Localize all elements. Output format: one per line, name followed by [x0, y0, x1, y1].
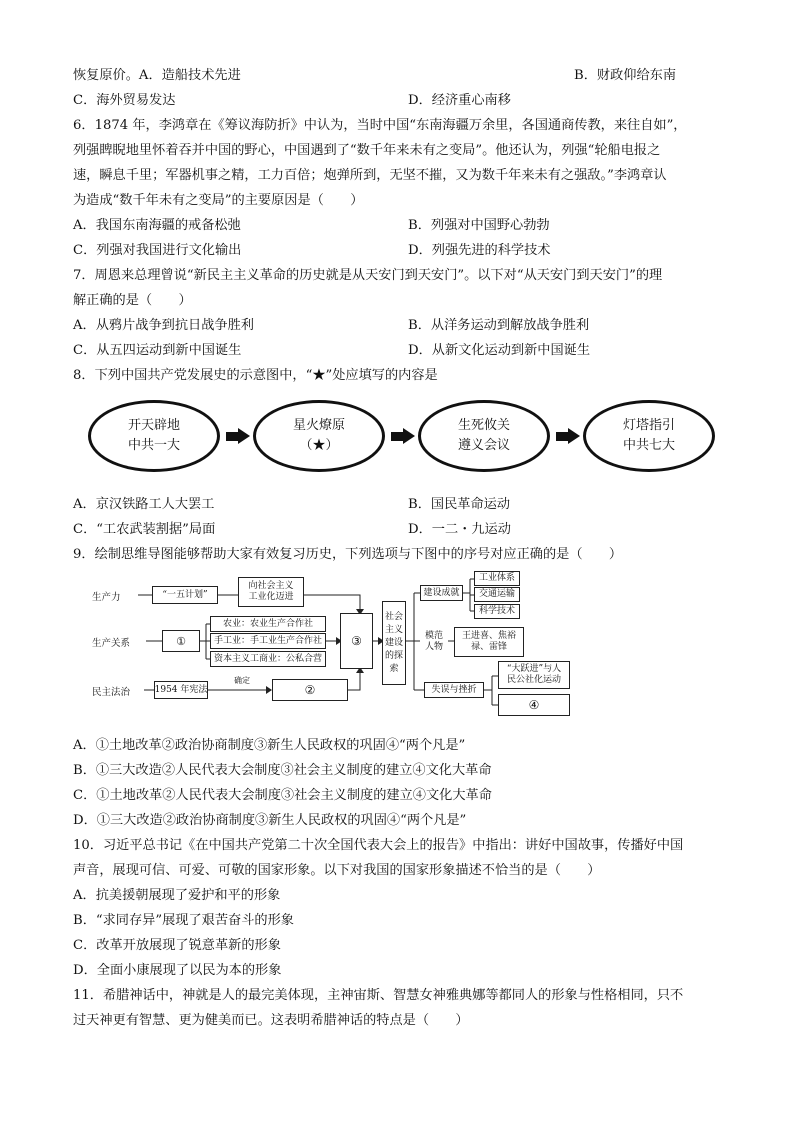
cpc-history-diagram	[88, 400, 708, 476]
q8-stem: 8．下列中国共产党发展史的示意图中，“★”处应填写的内容是	[73, 368, 438, 383]
great-leap-box	[498, 661, 570, 689]
q7-option-d: D．从新文化运动到新中国诞生	[408, 343, 591, 358]
q10-stem-2: 声音，展现可信、可爱、可敬的国家形象。以下对我国的国家形象描述不恰当的是（ ）	[73, 863, 601, 878]
industrialization-box	[238, 577, 304, 607]
transport-box: 交通运输	[474, 587, 520, 602]
relations-label: 生产关系	[92, 638, 131, 649]
q8-option-a: A．京汉铁路工人大罢工	[73, 497, 215, 512]
q6-stem-2: 列强睥睨地里怀着吞并中国的野心，中国遇到了“数千年来未有之变局”。他还认为，列强“轮船电报之	[73, 143, 661, 158]
achievements-box: 建设成就	[420, 585, 463, 601]
q7-stem-2: 解正确的是（ ）	[73, 293, 192, 308]
q11-stem-2: 过天神更有智慧、更为健美而已。这表明希腊神话的特点是（ ）	[73, 1013, 469, 1028]
five-year-plan-box: “一五计划”	[152, 586, 218, 604]
socialist-exploration-box: 社会主义建设的探索	[382, 601, 406, 685]
q6-option-b: B．列强对中国野心勃勃	[408, 218, 550, 233]
node-2-title: 星火燎原	[292, 418, 345, 433]
models-label	[420, 627, 448, 657]
blank-2-box: ②	[272, 679, 348, 701]
q9-option-a: A．①土地改革②政治协商制度③新生人民政权的巩固④“两个凡是”	[73, 738, 466, 753]
capitalist-commerce-box: 资本主义工商业：公私合营	[210, 651, 326, 667]
industrialization-line-1: 向社会主义	[248, 581, 294, 591]
q5-option-a: 恢复原价。A．造船技术先进	[73, 68, 241, 83]
q11-stem-1: 11．希腊神话中，神就是人的最完美体现，主神宙斯、智慧女神雅典娜等都同人的形象与性格相同，只不	[73, 988, 684, 1003]
q5-option-d: D．经济重心南移	[408, 93, 511, 108]
science-tech-box: 科学技术	[474, 604, 520, 619]
q7-option-a: A．从鸦片战争到抗日战争胜利	[73, 318, 254, 333]
q6-option-d: D．列强先进的科学技术	[408, 243, 551, 258]
q8-option-c: C．“工农武装割据”局面	[73, 522, 216, 537]
blank-1-box: ①	[162, 630, 200, 652]
q10-option-d: D．全面小康展现了以民为本的形象	[73, 963, 282, 978]
great-leap-line-1: “大跃进”与人	[506, 664, 562, 674]
productivity-label: 生产力	[92, 592, 121, 603]
q8-option-d: D．一二・九运动	[408, 522, 511, 537]
industrialization-line-2: 工业化迈进	[248, 592, 294, 602]
models-line-1: 模范	[424, 631, 443, 641]
democracy-label: 民主法治	[92, 687, 131, 698]
models-line-2: 人物	[424, 642, 443, 652]
node-1-sub: 中共一大	[127, 438, 180, 453]
blank-4-box: ④	[498, 694, 570, 716]
model-figures-line-1: 王进喜、焦裕	[461, 631, 516, 641]
q7-option-c: C．从五四运动到新中国诞生	[73, 343, 242, 358]
q10-option-a: A．抗美援朝展现了爱护和平的形象	[73, 888, 281, 903]
q5-option-b: B．财政仰给东南	[574, 68, 677, 83]
q7-option-b: B．从洋务运动到解放战争胜利	[408, 318, 590, 333]
q6-option-a: A．我国东南海疆的戒备松弛	[73, 218, 241, 233]
q10-option-c: C．改革开放展现了锐意革新的形象	[73, 938, 281, 953]
q9-option-c: C．①土地改革②人民代表大会制度③社会主义制度的建立④文化大革命	[73, 788, 492, 803]
node-4-title: 灯塔指引	[622, 418, 675, 433]
q9-option-b: B．①三大改造②人民代表大会制度③社会主义制度的建立④文化大革命	[73, 763, 492, 778]
q9-option-d: D．①三大改造②政治协商制度③新生人民政权的巩固④“两个凡是”	[73, 813, 467, 828]
node-4-sub: 中共七大	[622, 438, 675, 453]
q6-stem-3: 速，瞬息千里；军器机事之精，工力百倍；炮弹所到，无坚不摧，又为数千年来未有之强敌。”李鸿章认	[73, 168, 667, 183]
q7-stem-1: 7．周恩来总理曾说“新民主主义革命的历史就是从天安门到天安门”。以下对“从天安门到天安门”的理	[73, 268, 663, 283]
q9-stem: 9．绘制思维导图能够帮助大家有效复习历史，下列选项与下图中的序号对应正确的是（ ）	[73, 547, 623, 562]
mistakes-box: 失误与挫折	[424, 682, 484, 698]
node-3-title: 生死攸关	[457, 418, 510, 433]
model-figures-box	[454, 627, 524, 657]
q10-option-b: B．“求同存异”展现了艰苦奋斗的形象	[73, 913, 294, 928]
node-zunyi	[418, 400, 550, 472]
model-figures-line-2: 禄、雷锋	[470, 642, 507, 652]
q6-stem-1: 6．1874 年，李鸿章在《筹议海防折》中认为，当时中国“东南海疆万余里，各国通商传教，来往自如”，	[73, 118, 687, 133]
established-label: 确定	[234, 676, 250, 685]
blank-3-box: ③	[340, 613, 373, 669]
handicraft-box: 手工业：手工业生产合作社	[210, 633, 326, 649]
node-first-congress	[88, 400, 220, 472]
node-seventh-congress	[583, 400, 715, 472]
node-2-sub: （★）	[299, 438, 339, 453]
constitution-box: 1954 年宪法	[154, 681, 208, 699]
node-3-sub: 遵义会议	[457, 438, 510, 453]
q8-option-b: B．国民革命运动	[408, 497, 511, 512]
industry-system-box: 工业体系	[474, 571, 520, 586]
q6-option-c: C．列强对我国进行文化输出	[73, 243, 242, 258]
q10-stem-1: 10．习近平总书记《在中国共产党第二十次全国代表大会上的报告》中指出：讲好中国故事，传播好中国	[73, 838, 684, 853]
node-1-title: 开天辟地	[127, 418, 180, 433]
agriculture-box: 农业：农业生产合作社	[210, 616, 326, 632]
great-leap-line-2: 民公社化运动	[506, 675, 561, 685]
mind-map-diagram	[88, 573, 578, 723]
q5-option-c: C．海外贸易发达	[73, 93, 176, 108]
q6-stem-4: 为造成“数千年未有之变局”的主要原因是（ ）	[73, 193, 364, 208]
node-star	[253, 400, 385, 472]
